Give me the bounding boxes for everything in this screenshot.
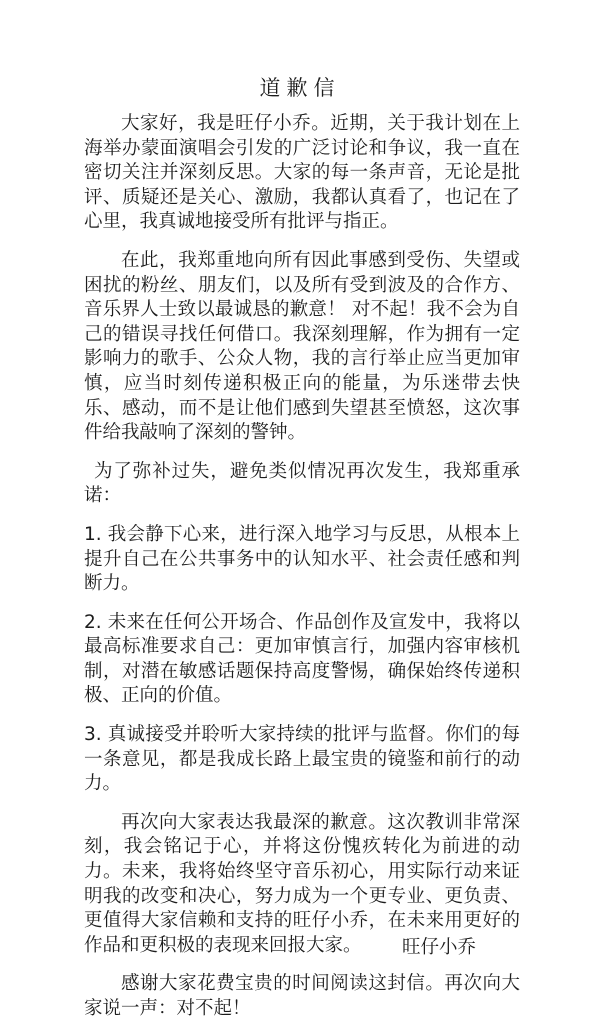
letter-body bbox=[84, 112, 520, 1036]
paragraph-greeting: 大家好，我是旺仔小乔。近期，关于我计划在上海举办蒙面演唱会引发的广泛讨论和争议，我一直在密切关注并深刻反思。大家的每一条声音，无论是批评、质疑还是关心、激励，我都认真看了，也记在了心里，我真诚地接受所有批评与指正。 bbox=[84, 113, 520, 233]
promise-item-1: 1. 我会静下心来，进行深入地学习与反思，从根本上提升自己在公共事务中的认知水平、社会责任感和判断力。 bbox=[84, 523, 520, 595]
paragraph-apology: 在此，我郑重地向所有因此事感到受伤、失望或困扰的粉丝、朋友们，以及所有受到波及的合作方、音乐界人士致以最诚恳的歉意！ 对不起！我不会为自己的错误寻找任何借口。我深刻理解，作为拥有一定影响力的歌手、公众人物，我的言行举止应当更加审慎，应当时刻传递积极正向的能量，为乐迷带去快乐、感动，而不是让他们感到失望甚至愤怒，这次事件给我敲响了深刻的警钟。 bbox=[84, 249, 520, 444]
promise-item-3: 3. 真诚接受并聆听大家持续的批评与监督。你们的每一条意见，都是我成长路上最宝贵的镜鉴和前行的动力。 bbox=[84, 724, 520, 795]
paragraph-closing: 再次向大家表达我最深的歉意。这次教训非常深刻，我会铭记于心，并将这份愧疚转化为前进的动力。未来，我将始终坚守音乐初心，用实际行动来证明我的改变和决心，努力成为一个更专业、更负责、更值得大家信赖和支持的旺仔小乔，在未来用更好的作品和更积极的表现来回报大家。 bbox=[84, 811, 520, 956]
paragraph-promise-intro: 为了弥补过失，避免类似情况再次发生，我郑重承诺： bbox=[84, 460, 520, 507]
promise-item-2: 2. 未来在任何公开场合、作品创作及宣发中，我将以最高标准要求自己：更加审慎言行，加强内容审核机制，对潜在敏感话题保持高度警惕，确保始终传递积极、正向的价值。 bbox=[84, 611, 520, 707]
signature: 旺仔小乔 bbox=[402, 937, 477, 958]
paragraph-thanks: 感谢大家花费宝贵的时间阅读这封信。再次向大家说一声：对不起！ bbox=[84, 973, 520, 1019]
letter-title: 道歉信 bbox=[259, 76, 341, 100]
